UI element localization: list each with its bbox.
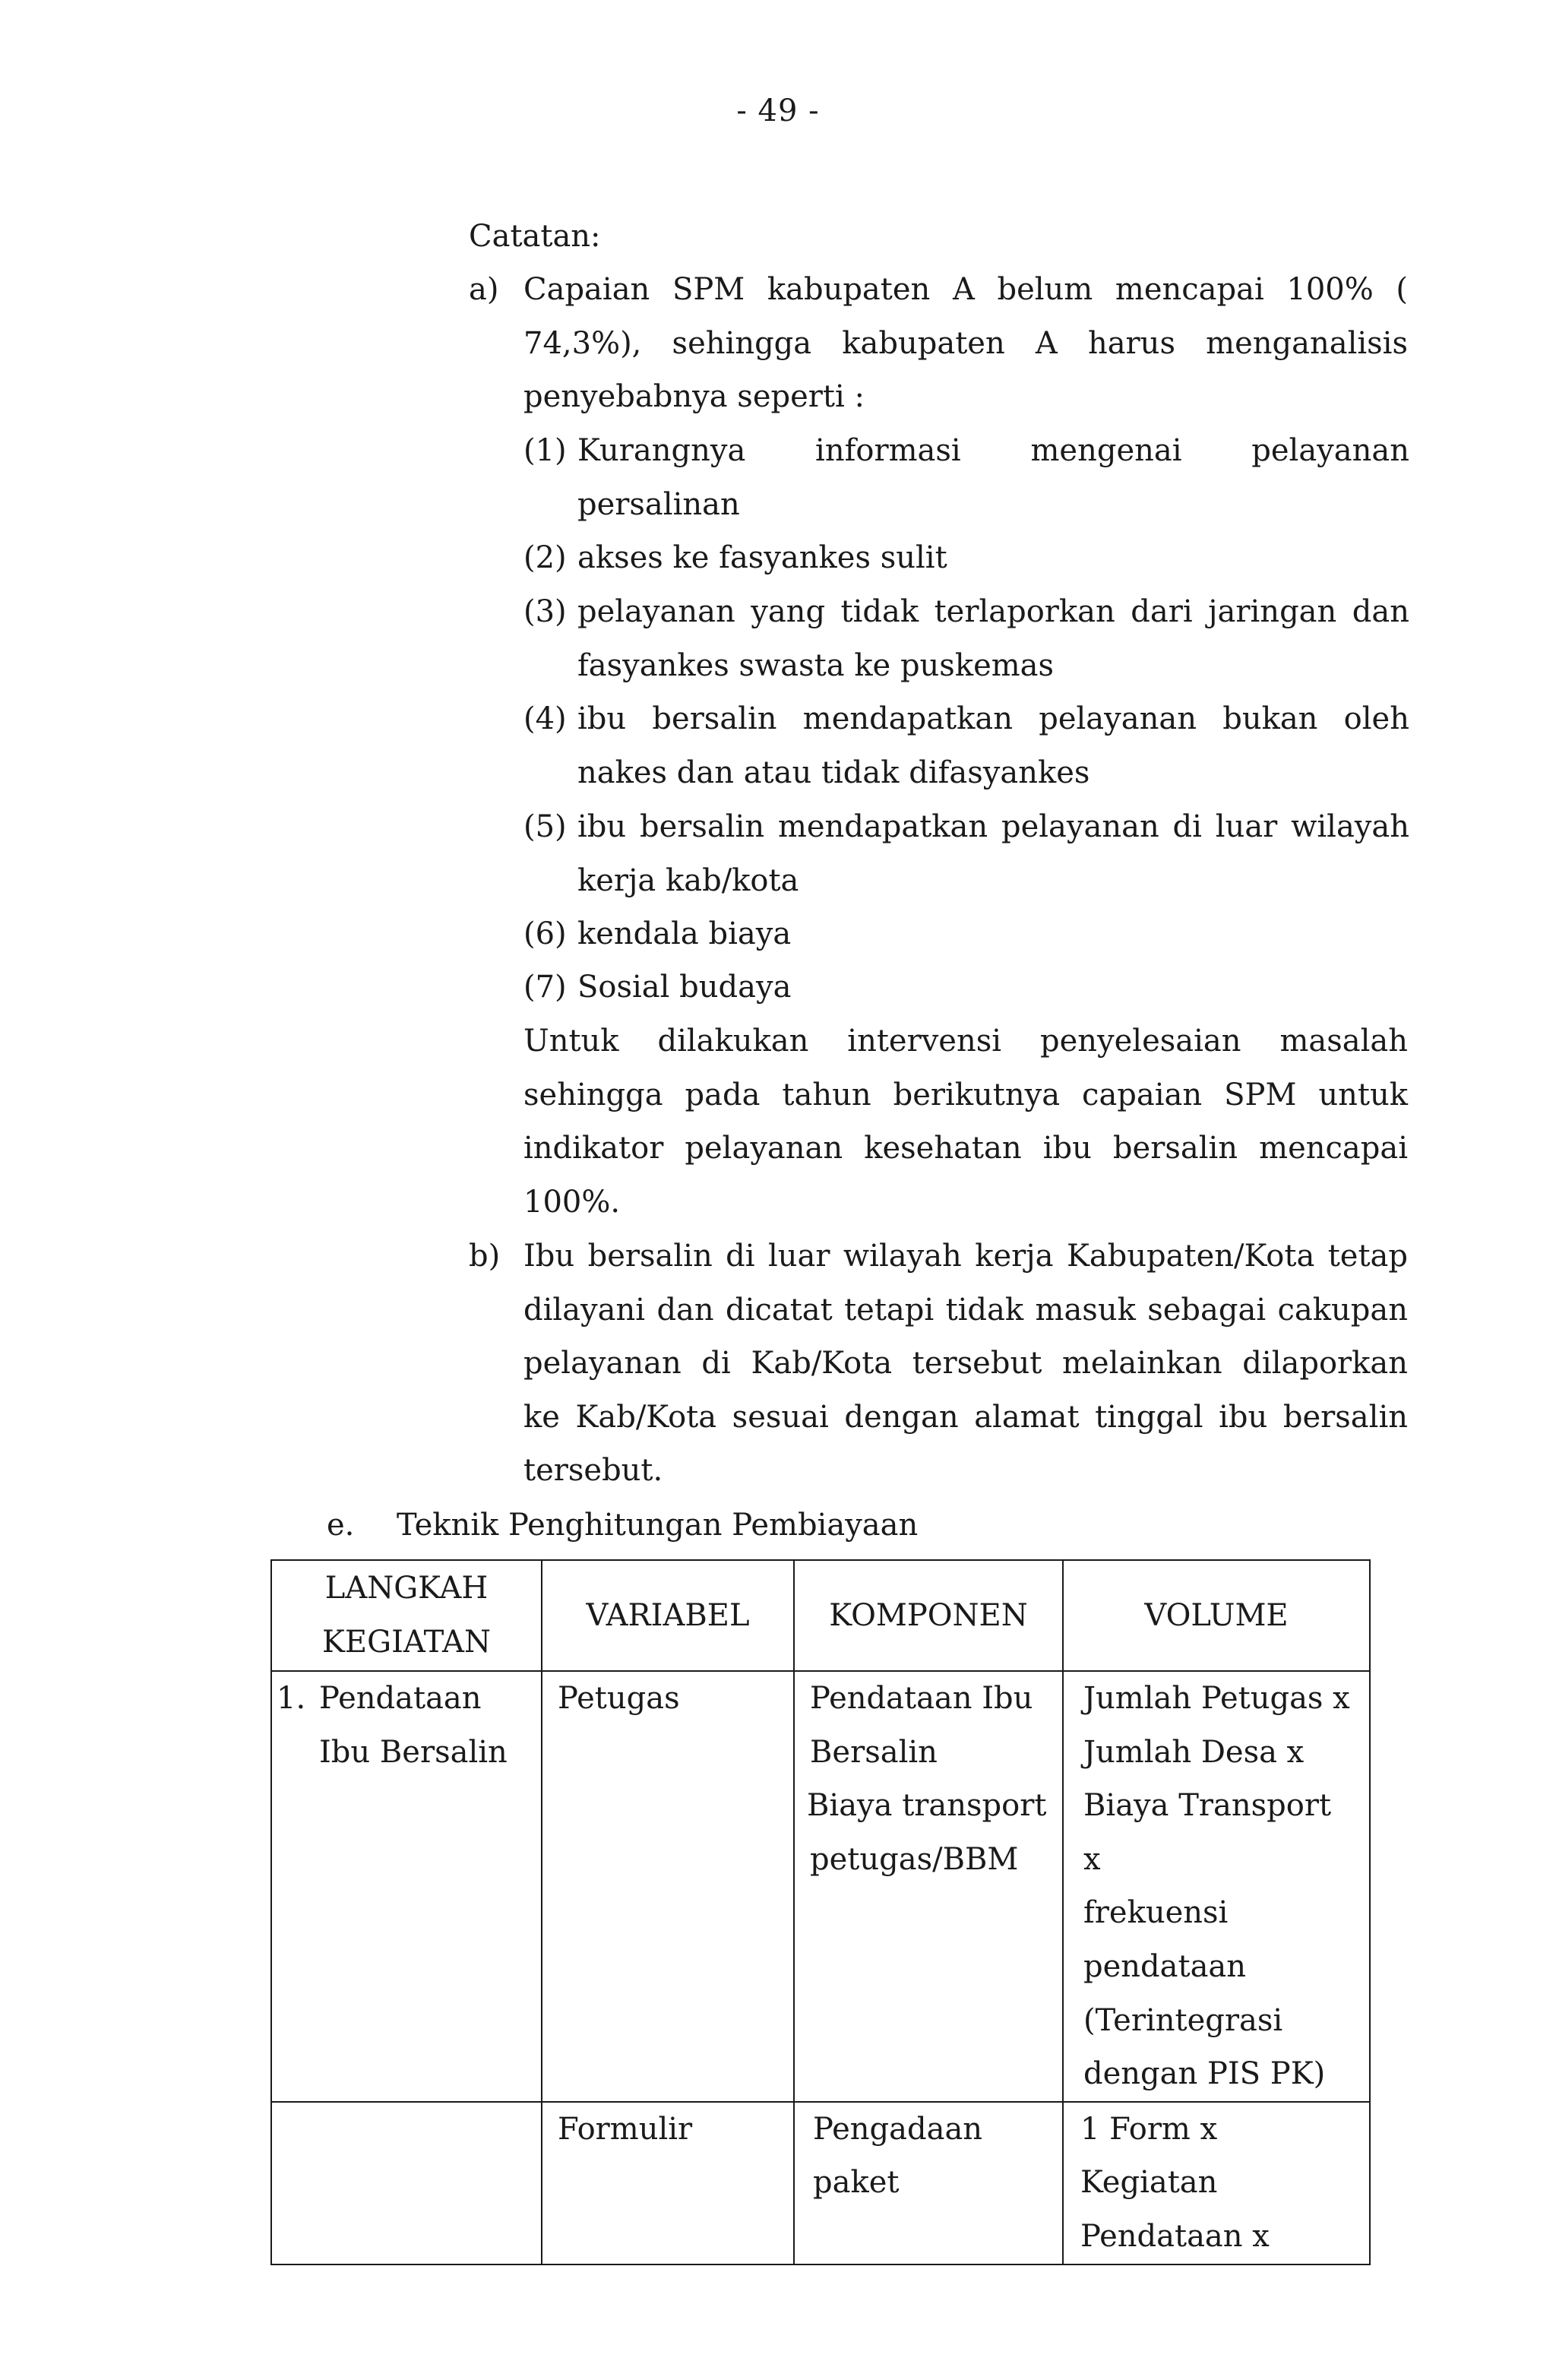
- text-line: akses ke fasyankes sulit: [577, 540, 947, 575]
- text-line: fasyankes swasta ke puskemas: [577, 647, 1055, 683]
- cell-langkah: [271, 1671, 542, 2102]
- text-line: indikator pelayanan kesehatan ibu bersalin mencapai: [523, 1131, 1408, 1166]
- cause-marker-3: (3): [523, 594, 567, 629]
- cell-line: Biaya transport: [807, 1788, 1047, 1824]
- header-variabel: VARIABEL: [542, 1560, 794, 1671]
- text-line: dilayani dan dicatat tetapi tidak masuk sebagai cakupan: [523, 1292, 1408, 1328]
- text-line: pelayanan yang tidak terlaporkan dari jaringan dan: [577, 594, 1409, 629]
- cell-line: Petugas: [558, 1681, 680, 1716]
- text-line: Untuk dilakukan intervensi penyelesaian masalah: [523, 1024, 1408, 1059]
- item-a-closing: [523, 1014, 1408, 1229]
- text-line: nakes dan atau tidak difasyankes: [577, 755, 1090, 790]
- header-volume: VOLUME: [1063, 1560, 1370, 1671]
- cell-line: paket: [813, 2165, 900, 2201]
- header-text: LANGKAH: [324, 1571, 489, 1606]
- item-b-marker: b): [469, 1239, 501, 1274]
- text-line: ibu bersalin mendapatkan pelayanan bukan oleh: [577, 701, 1409, 736]
- item-a-marker: a): [469, 272, 499, 307]
- cell-line: (Terintegrasi: [1083, 2002, 1283, 2038]
- text-line: Kurangnya informasi mengenai pelayanan: [577, 433, 1409, 468]
- cause-item-5: [577, 800, 1409, 907]
- text-line: tersebut.: [523, 1453, 663, 1489]
- cause-marker-6: (6): [523, 916, 567, 951]
- cell-variabel: [542, 2102, 794, 2264]
- cause-item-6: [577, 907, 1409, 961]
- cause-item-4: [577, 692, 1409, 799]
- text-line: kerja kab/kota: [577, 862, 799, 898]
- cell-line: Formulir: [558, 2111, 693, 2147]
- cell-line: Biaya Transport x: [1083, 1788, 1332, 1877]
- text-line: Ibu bersalin di luar wilayah kerja Kabupaten/Kota tetap: [523, 1239, 1408, 1274]
- text-line: ibu bersalin mendapatkan pelayanan di luar wilayah: [577, 809, 1409, 844]
- cell-line: Pengadaan: [813, 2111, 983, 2147]
- text-line: sehingga pada tahun berikutnya capaian SPM untuk: [523, 1077, 1408, 1112]
- header-text: KEGIATAN: [322, 1625, 491, 1660]
- text-line: ke Kab/Kota sesuai dengan alamat tinggal ibu bersalin: [523, 1399, 1408, 1435]
- cause-item-7: [577, 961, 1409, 1014]
- cell-line: Jumlah Desa x: [1083, 1734, 1305, 1770]
- cause-item-1: [577, 424, 1409, 531]
- text-line: 100%.: [523, 1184, 621, 1220]
- cell-komponen: [794, 2102, 1063, 2264]
- cause-marker-4: (4): [523, 701, 567, 736]
- cell-line: Pendataan x: [1080, 2218, 1270, 2254]
- table-row: [271, 1671, 1370, 2102]
- table-row: [271, 2102, 1370, 2264]
- item-b-text: [523, 1230, 1408, 1498]
- text-line: pelayanan di Kab/Kota tersebut melainkan dilaporkan: [523, 1346, 1408, 1381]
- cell-line: Jumlah Petugas x: [1083, 1681, 1350, 1716]
- section-e-marker: e.: [327, 1508, 355, 1543]
- cell-line: pendataan: [1083, 1948, 1247, 1984]
- cell-line: frekuensi: [1083, 1895, 1229, 1931]
- cell-line: Pendataan: [319, 1681, 482, 1716]
- text-line: persalinan: [577, 486, 740, 522]
- text-line: Sosial budaya: [577, 970, 792, 1005]
- cause-marker-7: (7): [523, 970, 567, 1005]
- cause-item-3: [577, 585, 1409, 692]
- notes-heading: Catatan:: [469, 219, 601, 254]
- cell-volume: [1063, 1671, 1370, 2102]
- table-header-row: [271, 1560, 1370, 1671]
- page-number: - 49 -: [736, 93, 820, 128]
- cell-line: Bersalin: [810, 1734, 938, 1770]
- item-a-text: [523, 263, 1408, 424]
- cause-marker-5: (5): [523, 809, 567, 844]
- text-line: kendala biaya: [577, 916, 792, 951]
- cause-marker-1: (1): [523, 433, 567, 468]
- cause-item-2: [577, 531, 1409, 585]
- cost-table: [270, 1559, 1371, 2265]
- row-number: 1.: [277, 1681, 306, 1716]
- section-e-title: Teknik Penghitungan Pembiayaan: [397, 1508, 919, 1543]
- cell-line: dengan PIS PK): [1083, 2056, 1326, 2092]
- cell-variabel: [542, 1671, 794, 2102]
- text-line: Capaian SPM kabupaten A belum mencapai 100% (: [523, 272, 1408, 307]
- cell-line: 1 Form x Kegiatan: [1080, 2111, 1218, 2201]
- cell-line: Ibu Bersalin: [319, 1734, 508, 1770]
- header-langkah-kegiatan: [271, 1560, 542, 1671]
- cell-langkah: [271, 2102, 542, 2264]
- cell-volume: [1063, 2102, 1370, 2264]
- text-line: penyebabnya seperti :: [523, 379, 865, 415]
- cell-komponen: [794, 1671, 1063, 2102]
- header-komponen: KOMPONEN: [794, 1560, 1063, 1671]
- cell-line: petugas/BBM: [810, 1841, 1019, 1877]
- cause-marker-2: (2): [523, 540, 567, 575]
- cell-line: Pendataan Ibu: [810, 1681, 1033, 1716]
- text-line: 74,3%), sehingga kabupaten A harus menganalisis: [523, 325, 1408, 361]
